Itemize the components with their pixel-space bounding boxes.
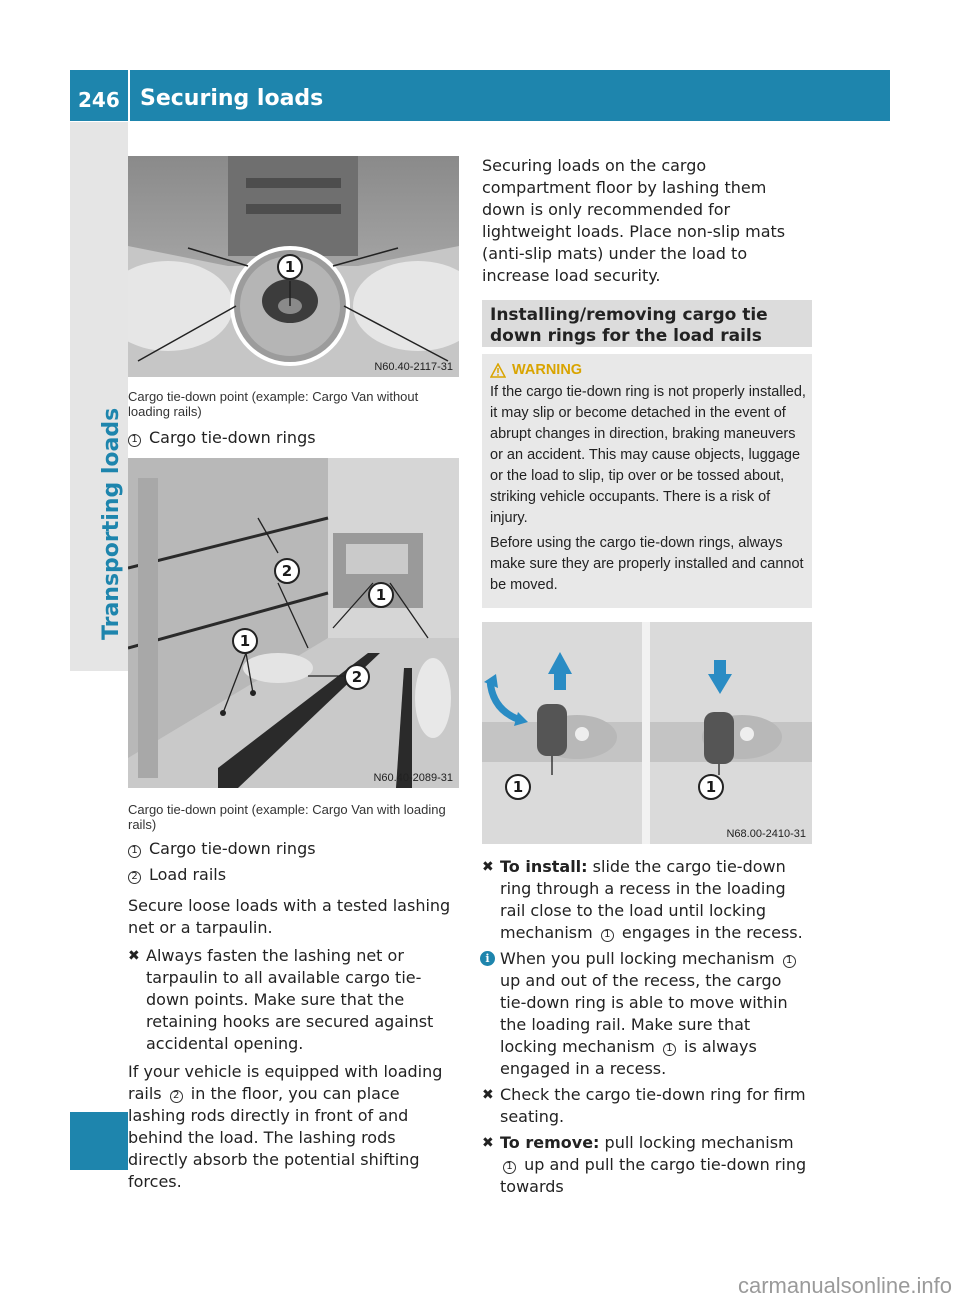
legend-text: Cargo tie-down rings: [149, 839, 316, 858]
figure-code: N68.00-2410-31: [726, 828, 806, 840]
callout-2: 2: [344, 664, 370, 690]
paragraph: [128, 1061, 460, 1193]
callout-1: 1: [505, 774, 531, 800]
arrow-icon: ✖: [128, 948, 140, 964]
info-text: is always engaged in a recess.: [500, 1037, 757, 1078]
section-title: Installing/removing cargo tie down rings for the load rails: [490, 305, 768, 346]
instruction-text: engages in the recess.: [621, 923, 803, 942]
page-title: Securing loads: [140, 86, 324, 111]
instruction-item: [128, 945, 460, 1055]
figure-tie-down-ring: [482, 622, 812, 844]
callout-1: 1: [232, 628, 258, 654]
legend-text: Load rails: [149, 865, 227, 884]
reference-number: 1: [601, 929, 614, 942]
left-body: [128, 895, 460, 1193]
figure-caption: Cargo tie-down point (example: Cargo Van without loading rails): [128, 389, 419, 419]
arrow-icon: ✖: [482, 859, 494, 875]
instruction-item: [482, 1084, 812, 1128]
callout-1: 1: [698, 774, 724, 800]
reference-number: 1: [503, 1161, 516, 1174]
info-text: up and out of the recess, the cargo tie-down ring is able to move within the loading rail. Make sure that locking mechanism: [500, 971, 788, 1056]
instruction-label: To remove:: [500, 1133, 600, 1152]
figure-cargo-van-with-rails: [128, 458, 459, 788]
header-divider: [128, 70, 130, 121]
right-instructions: [482, 856, 812, 1198]
figure-caption: Cargo tie-down point (example: Cargo Van with loading rails): [128, 802, 446, 832]
warning-paragraph: Before using the cargo tie-down rings, always make sure they are properly installed and cannot be moved.: [490, 535, 804, 593]
page-number: 246: [78, 88, 120, 112]
paragraph-text: in the floor, you can place lashing rods directly in front of and behind the load. The lashing rods directly absorb the potential shifting forces.: [128, 1084, 420, 1191]
arrow-icon: ✖: [482, 1135, 494, 1151]
tie-down-ring-illustration: [482, 622, 812, 844]
warning-paragraph: If the cargo tie-down ring is not properly installed, it may slip or become detached in the event of abrupt changes in direction, braking maneuvers or an accident. This may cause objects, luggage or the load to slip, tip over or be tossed about, striking vehicle occupants. There is a risk of injury.: [490, 384, 806, 526]
watermark[interactable]: carmanualsonline.info: [737, 1273, 952, 1298]
reference-number: 1: [663, 1043, 676, 1056]
callout-1: 1: [368, 582, 394, 608]
paragraph-text: If your vehicle is equipped with loading rails: [128, 1062, 443, 1103]
warning-header: [490, 362, 808, 378]
figure-code: N60.40-2117-31: [374, 361, 453, 373]
callout-2: 2: [274, 558, 300, 584]
warning-triangle-icon: [490, 363, 506, 378]
reference-number: 1: [783, 955, 796, 968]
paragraph: Secure loose loads with a tested lashing net or a tarpaulin.: [128, 896, 451, 937]
instruction-text: Check the cargo tie-down ring for firm seating.: [500, 1085, 806, 1126]
legend-text: Cargo tie-down rings: [149, 428, 316, 447]
cargo-rails-illustration: [128, 458, 459, 788]
reference-number: 2: [170, 1090, 183, 1103]
instruction-text: Always fasten the lashing net or tarpaulin to all available cargo tie-down points. Make sure that the retaining hooks are secured against accidental opening.: [146, 946, 434, 1053]
intro-paragraph: Securing loads on the cargo compartment floor by lashing them down is only recommended for lightweight loads. Place non-slip mats (anti-slip mats) under the load to increase load security.: [482, 156, 786, 285]
side-tab-label: Transporting loads: [99, 407, 124, 640]
instruction-text: pull locking mechanism: [604, 1133, 794, 1152]
figure-cargo-van-without-rails: [128, 156, 459, 377]
warning-label: WARNING: [512, 362, 583, 378]
figure-code: N60.40-2089-31: [373, 772, 453, 784]
legend-item: [128, 427, 458, 449]
legend-item: [128, 838, 458, 860]
instruction-label: To install:: [500, 857, 588, 876]
info-note: [482, 948, 812, 1080]
legend-number: 2: [128, 871, 141, 884]
legend-number: 1: [128, 434, 141, 447]
info-icon: i: [480, 951, 495, 966]
arrow-icon: ✖: [482, 1087, 494, 1103]
instruction-item: [482, 856, 812, 944]
info-text: When you pull locking mechanism: [500, 949, 775, 968]
legend-number: 1: [128, 845, 141, 858]
legend-item: [128, 864, 458, 886]
instruction-text: up and pull the cargo tie-down ring towards: [500, 1155, 807, 1196]
warning-content: [490, 362, 808, 596]
instruction-text: slide the cargo tie-down ring through a recess in the loading rail close to the load until locking mechanism: [500, 857, 786, 942]
callout-1: 1: [277, 254, 303, 280]
side-tab-marker: [70, 1112, 128, 1170]
instruction-item: [482, 1132, 812, 1198]
